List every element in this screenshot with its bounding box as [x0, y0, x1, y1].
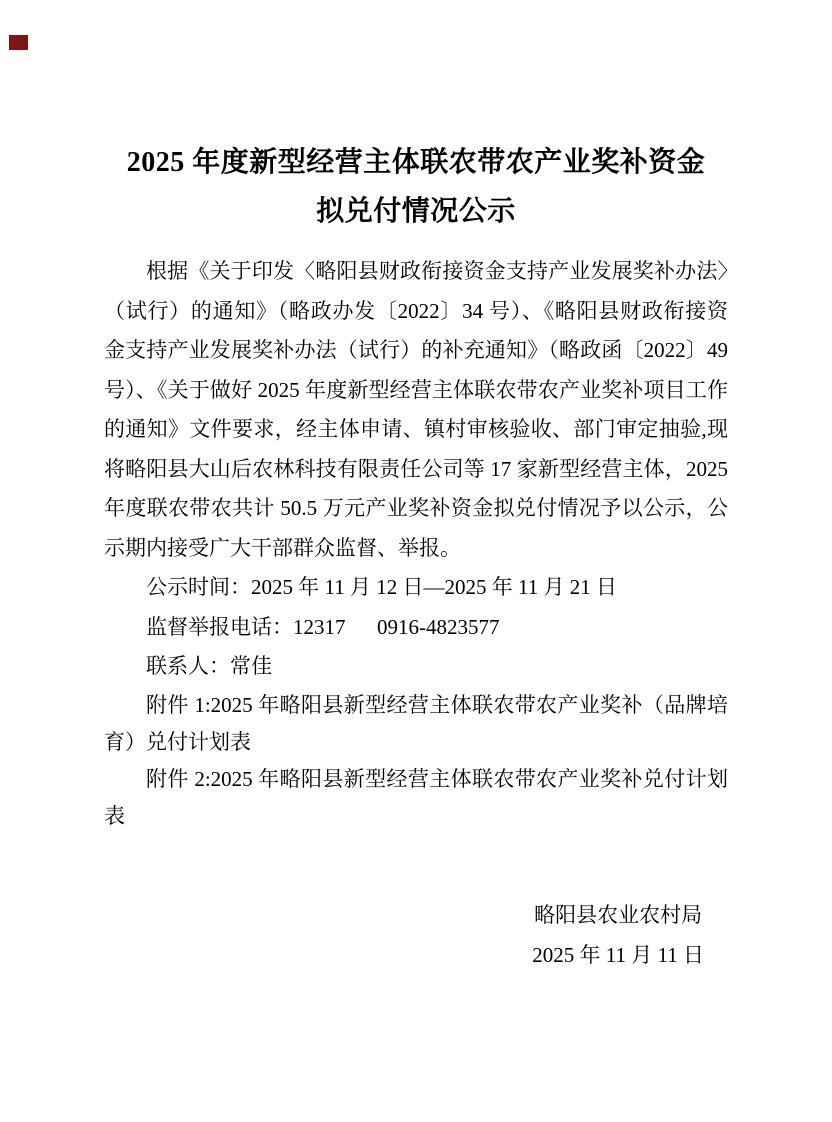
title-line-2: 拟兑付情况公示 — [316, 196, 516, 227]
attachment-1-line: 附件 1:2025 年略阳县新型经营主体联农带农产业奖补（品牌培育）兑付计划表 — [104, 692, 728, 754]
signature-block — [532, 895, 704, 975]
contact-person-line: 联系人：常佳 — [146, 654, 272, 678]
signature-date: 2025 年 11 月 11 日 — [532, 942, 704, 967]
report-phone-line: 监督举报电话：12317 0916-4823577 — [146, 614, 500, 639]
attachment-2-line: 附件 2:2025 年略阳县新型经营主体联农带农产业奖补兑付计划表 — [104, 766, 728, 828]
signature-org: 略阳县农业农村局 — [534, 902, 703, 927]
red-mark — [9, 35, 28, 50]
document-title — [66, 138, 766, 236]
title-line-1: 2025 年度新型经营主体联农带农产业奖补资金 — [126, 147, 706, 178]
main-paragraph: 根据《关于印发〈略阳县财政衔接资金支持产业发展奖补办法〉（试行）的通知》（略政办发〔2022〕34 号）、《略阳县财政衔接资金支持产业发展奖补办法（试行）的补充通知》（略政函〔2022〕49 号）、《关于做好 2025 年度新型经营主体联农带农产业奖补项目工作的通知》文件要求，经主体申请、镇村审核验收、部门审定抽验,现将略阳县大山后农林科技有限责任公司等 17 家新型经营主体，2025 年度联农带农共计 50.5 万元产业奖补资金拟兑付情况予以公示，公示期内接受广大干部群众监督、举报。 — [104, 259, 728, 560]
publicity-time-line: 公示时间：2025 年 11 月 12 日—2025 年 11 月 21 日 — [146, 575, 617, 599]
